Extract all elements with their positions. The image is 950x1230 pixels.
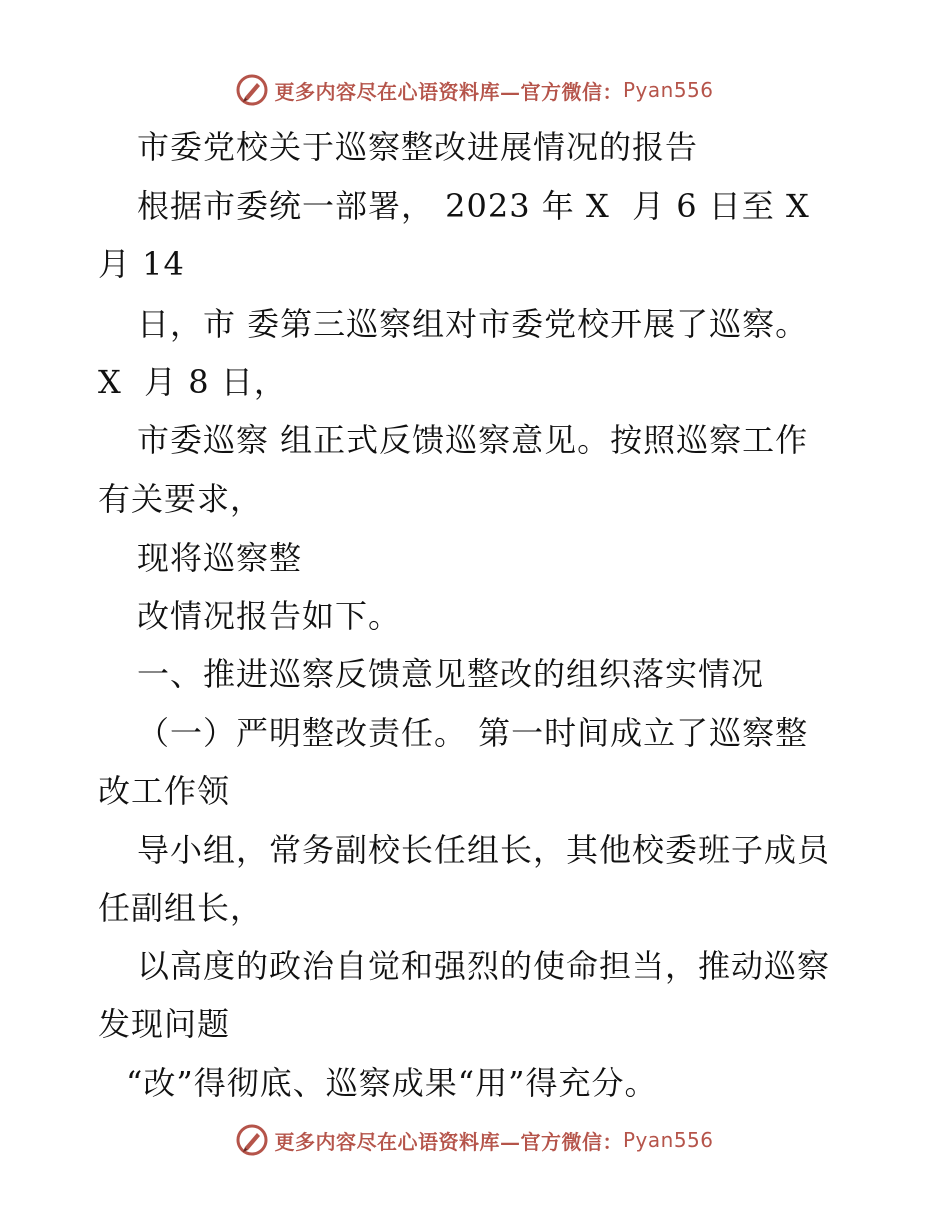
- paragraph-line: X 月 8 日，: [98, 363, 287, 401]
- section-heading: 一、推进巡察反馈意见整改的组织落实情况: [137, 655, 765, 693]
- paragraph-line: 改情况报告如下。: [137, 597, 402, 635]
- paragraph-line: 发现问题: [98, 1005, 231, 1043]
- banner-text: 更多内容尽在心语资料库—官方微信：: [274, 1129, 623, 1154]
- paragraph-line: “改”得彻底、巡察成果“用”得充分。: [126, 1064, 658, 1102]
- footer-watermark-banner: [0, 1120, 950, 1160]
- paragraph-line: 根据市委统一部署， 2023 年 X 月 6 日至 X: [137, 187, 810, 225]
- paragraph-line: 改工作领: [98, 772, 231, 810]
- banner-text: 更多内容尽在心语资料库—官方微信：: [274, 79, 623, 104]
- paragraph-line: 以高度的政治自觉和强烈的使命担当，推动巡察: [137, 947, 831, 985]
- subsection-line: （一）严明整改责任。 第一时间成立了巡察整: [137, 714, 809, 752]
- paragraph-line: 日，市 委第三巡察组对市委党校开展了巡察。: [137, 305, 809, 343]
- paragraph-line: 导小组，常务副校长任组长，其他校委班子成员: [137, 831, 831, 869]
- document-title: 市委党校关于巡察整改进展情况的报告: [137, 128, 699, 166]
- paragraph-line: 现将巡察整: [137, 539, 303, 577]
- paragraph-line: 市委巡察 组正式反馈巡察意见。按照巡察工作: [137, 421, 809, 459]
- header-watermark-banner: [0, 70, 950, 110]
- banner-wechat-id: Pyan556: [622, 78, 714, 102]
- pen-logo-icon: [236, 74, 268, 106]
- pen-logo-icon: [236, 1124, 268, 1156]
- paragraph-line: 月 14: [98, 245, 185, 283]
- banner-wechat-id: Pyan556: [622, 1128, 714, 1152]
- paragraph-line: 有关要求，: [98, 480, 264, 518]
- paragraph-line: 任副组长，: [98, 889, 264, 927]
